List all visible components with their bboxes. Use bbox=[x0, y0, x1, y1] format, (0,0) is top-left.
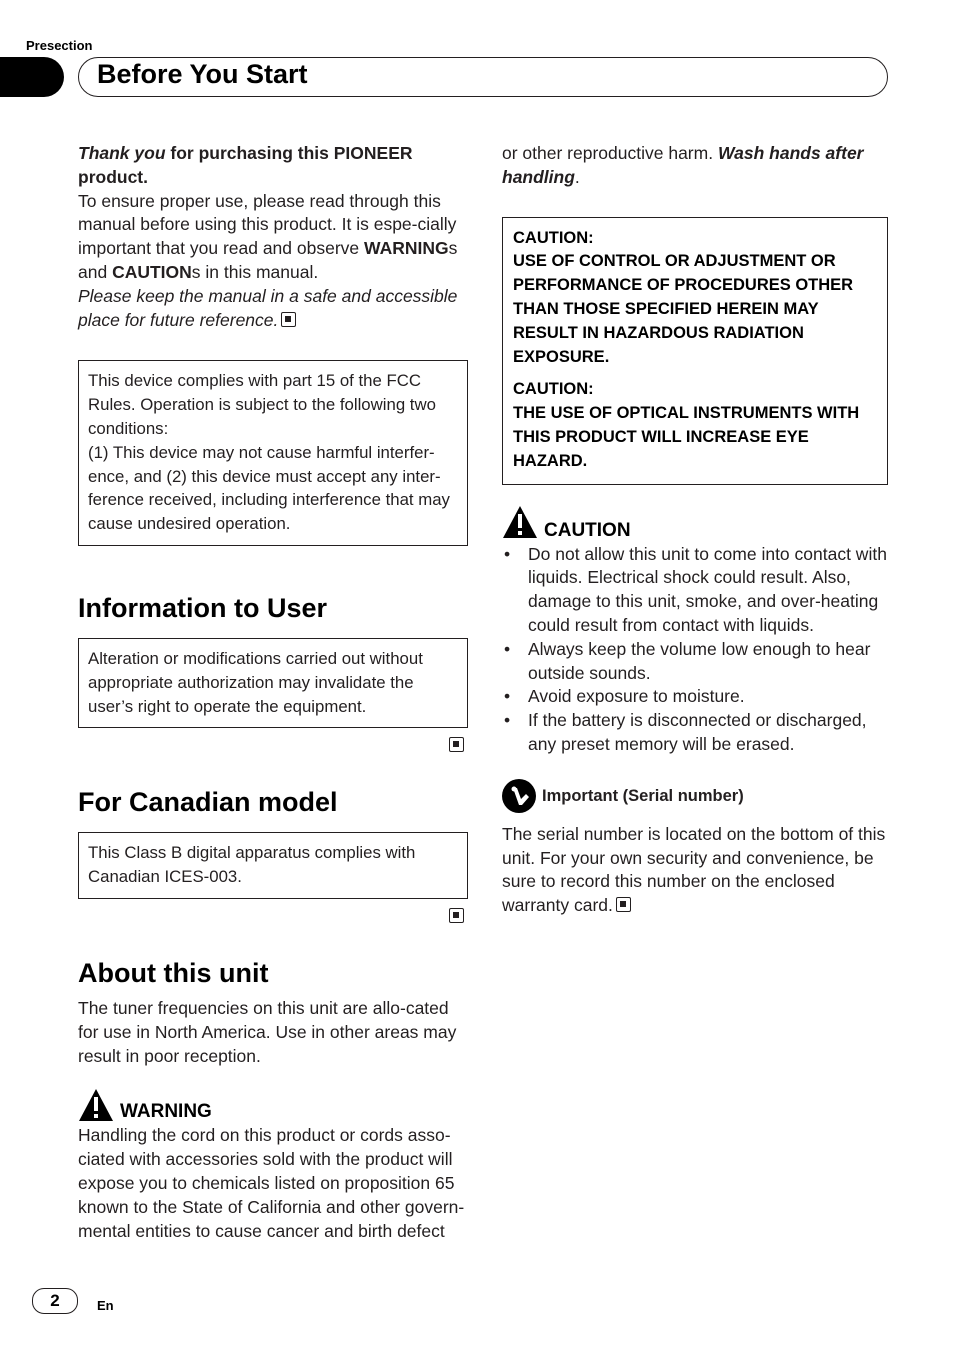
about-unit-heading: About this unit bbox=[78, 957, 269, 988]
canadian-box: This Class B digital apparatus complies with Canadian ICES-003. bbox=[78, 832, 468, 899]
about-unit-text: The tuner frequencies on this unit are allo-cated for use in North America. Use in other areas may result in poor reception. bbox=[78, 997, 457, 1066]
chapter-tab-marker bbox=[0, 57, 64, 97]
warning-triangle-icon bbox=[78, 1088, 114, 1122]
caution-label: CAUTION bbox=[544, 519, 631, 541]
warning-continued: or other reproductive harm. Wash hands after handling. bbox=[502, 143, 864, 187]
caution-list bbox=[502, 543, 892, 757]
caution-text-1: USE OF CONTROL OR ADJUSTMENT OR PERFORMANCE OF PROCEDURES OTHER THAN THOSE SPECIFIED HEREIN MAY RESULT IN HAZARDOUS RADIATION EXPOSURE. bbox=[513, 252, 854, 366]
fcc-compliance-box bbox=[78, 360, 468, 546]
keep-manual-note: Please keep the manual in a safe and accessible place for future reference. bbox=[78, 285, 458, 330]
thank-you-text: Thank you bbox=[78, 143, 166, 163]
fcc-text-2: (1) This device may not cause harmful interfer-ence, and (2) this device must accept any inter-ference received, including interference that may cause undesired operation. bbox=[88, 442, 450, 534]
info-user-box: Alteration or modifications carried out without appropriate authorization may invalidate the user’s right to operate the equipment. bbox=[78, 638, 468, 728]
end-mark-icon bbox=[449, 908, 464, 923]
list-item: • Do not allow this unit to come into contact with liquids. Electrical shock could result. Also, damage to this unit, smoke, and over-heating could result from contact with liquids. bbox=[502, 543, 892, 638]
caution-triangle-icon bbox=[502, 505, 538, 539]
list-item: • Always keep the volume low enough to hear outside sounds. bbox=[502, 638, 892, 686]
important-icon bbox=[502, 779, 536, 813]
end-mark-icon bbox=[449, 737, 464, 752]
caution-heading-1: CAUTION: bbox=[513, 228, 594, 247]
intro-thanks: Thank you for purchasing this PIONEER product. bbox=[78, 143, 413, 187]
caution-text-2: THE USE OF OPTICAL INSTRUMENTS WITH THIS PRODUCT WILL INCREASE EYE HAZARD. bbox=[513, 404, 860, 470]
laser-caution-box bbox=[502, 217, 888, 485]
list-item: • If the battery is disconnected or discharged, any preset memory will be erased. bbox=[502, 709, 892, 757]
caution-heading bbox=[502, 503, 892, 541]
wash-hands-text: Wash hands after handling bbox=[502, 143, 864, 187]
important-label: Important (Serial number) bbox=[542, 786, 744, 805]
end-mark-icon bbox=[281, 312, 296, 327]
brand-name: PIONEER bbox=[333, 143, 413, 163]
warning-heading bbox=[78, 1088, 468, 1124]
section-label: Presection bbox=[26, 38, 93, 53]
fcc-text-1: This device complies with part 15 of the FCC Rules. Operation is subject to the following two conditions: bbox=[88, 371, 436, 438]
language-code: En bbox=[97, 1298, 114, 1313]
caution-heading-2: CAUTION: bbox=[513, 380, 594, 399]
canadian-heading: For Canadian model bbox=[78, 787, 338, 818]
list-item: • Avoid exposure to moisture. bbox=[502, 685, 892, 709]
right-column bbox=[502, 142, 892, 918]
warning-label: WARNING bbox=[120, 1101, 212, 1123]
warning-text: Handling the cord on this product or cords asso-ciated with accessories sold with the product will expose you to chemicals listed on proposition 65 known to the State of California and other govern-mental entities to cause cancer and birth defect bbox=[78, 1125, 465, 1241]
page-number: 2 bbox=[32, 1288, 78, 1314]
end-mark-icon bbox=[616, 897, 631, 912]
intro-paragraph: To ensure proper use, please read through this manual before using this product. It is espe-cially important that you read and observe WARNINGs and CAUTIONs in this manual. bbox=[78, 190, 458, 282]
important-text: The serial number is located on the bottom of this unit. For your own security and convenience, be sure to record this number on the enclosed warranty card. bbox=[502, 823, 886, 916]
left-column bbox=[78, 142, 468, 1243]
important-heading bbox=[502, 779, 892, 817]
chapter-title: Before You Start bbox=[97, 59, 308, 89]
info-user-heading: Information to User bbox=[78, 592, 328, 623]
